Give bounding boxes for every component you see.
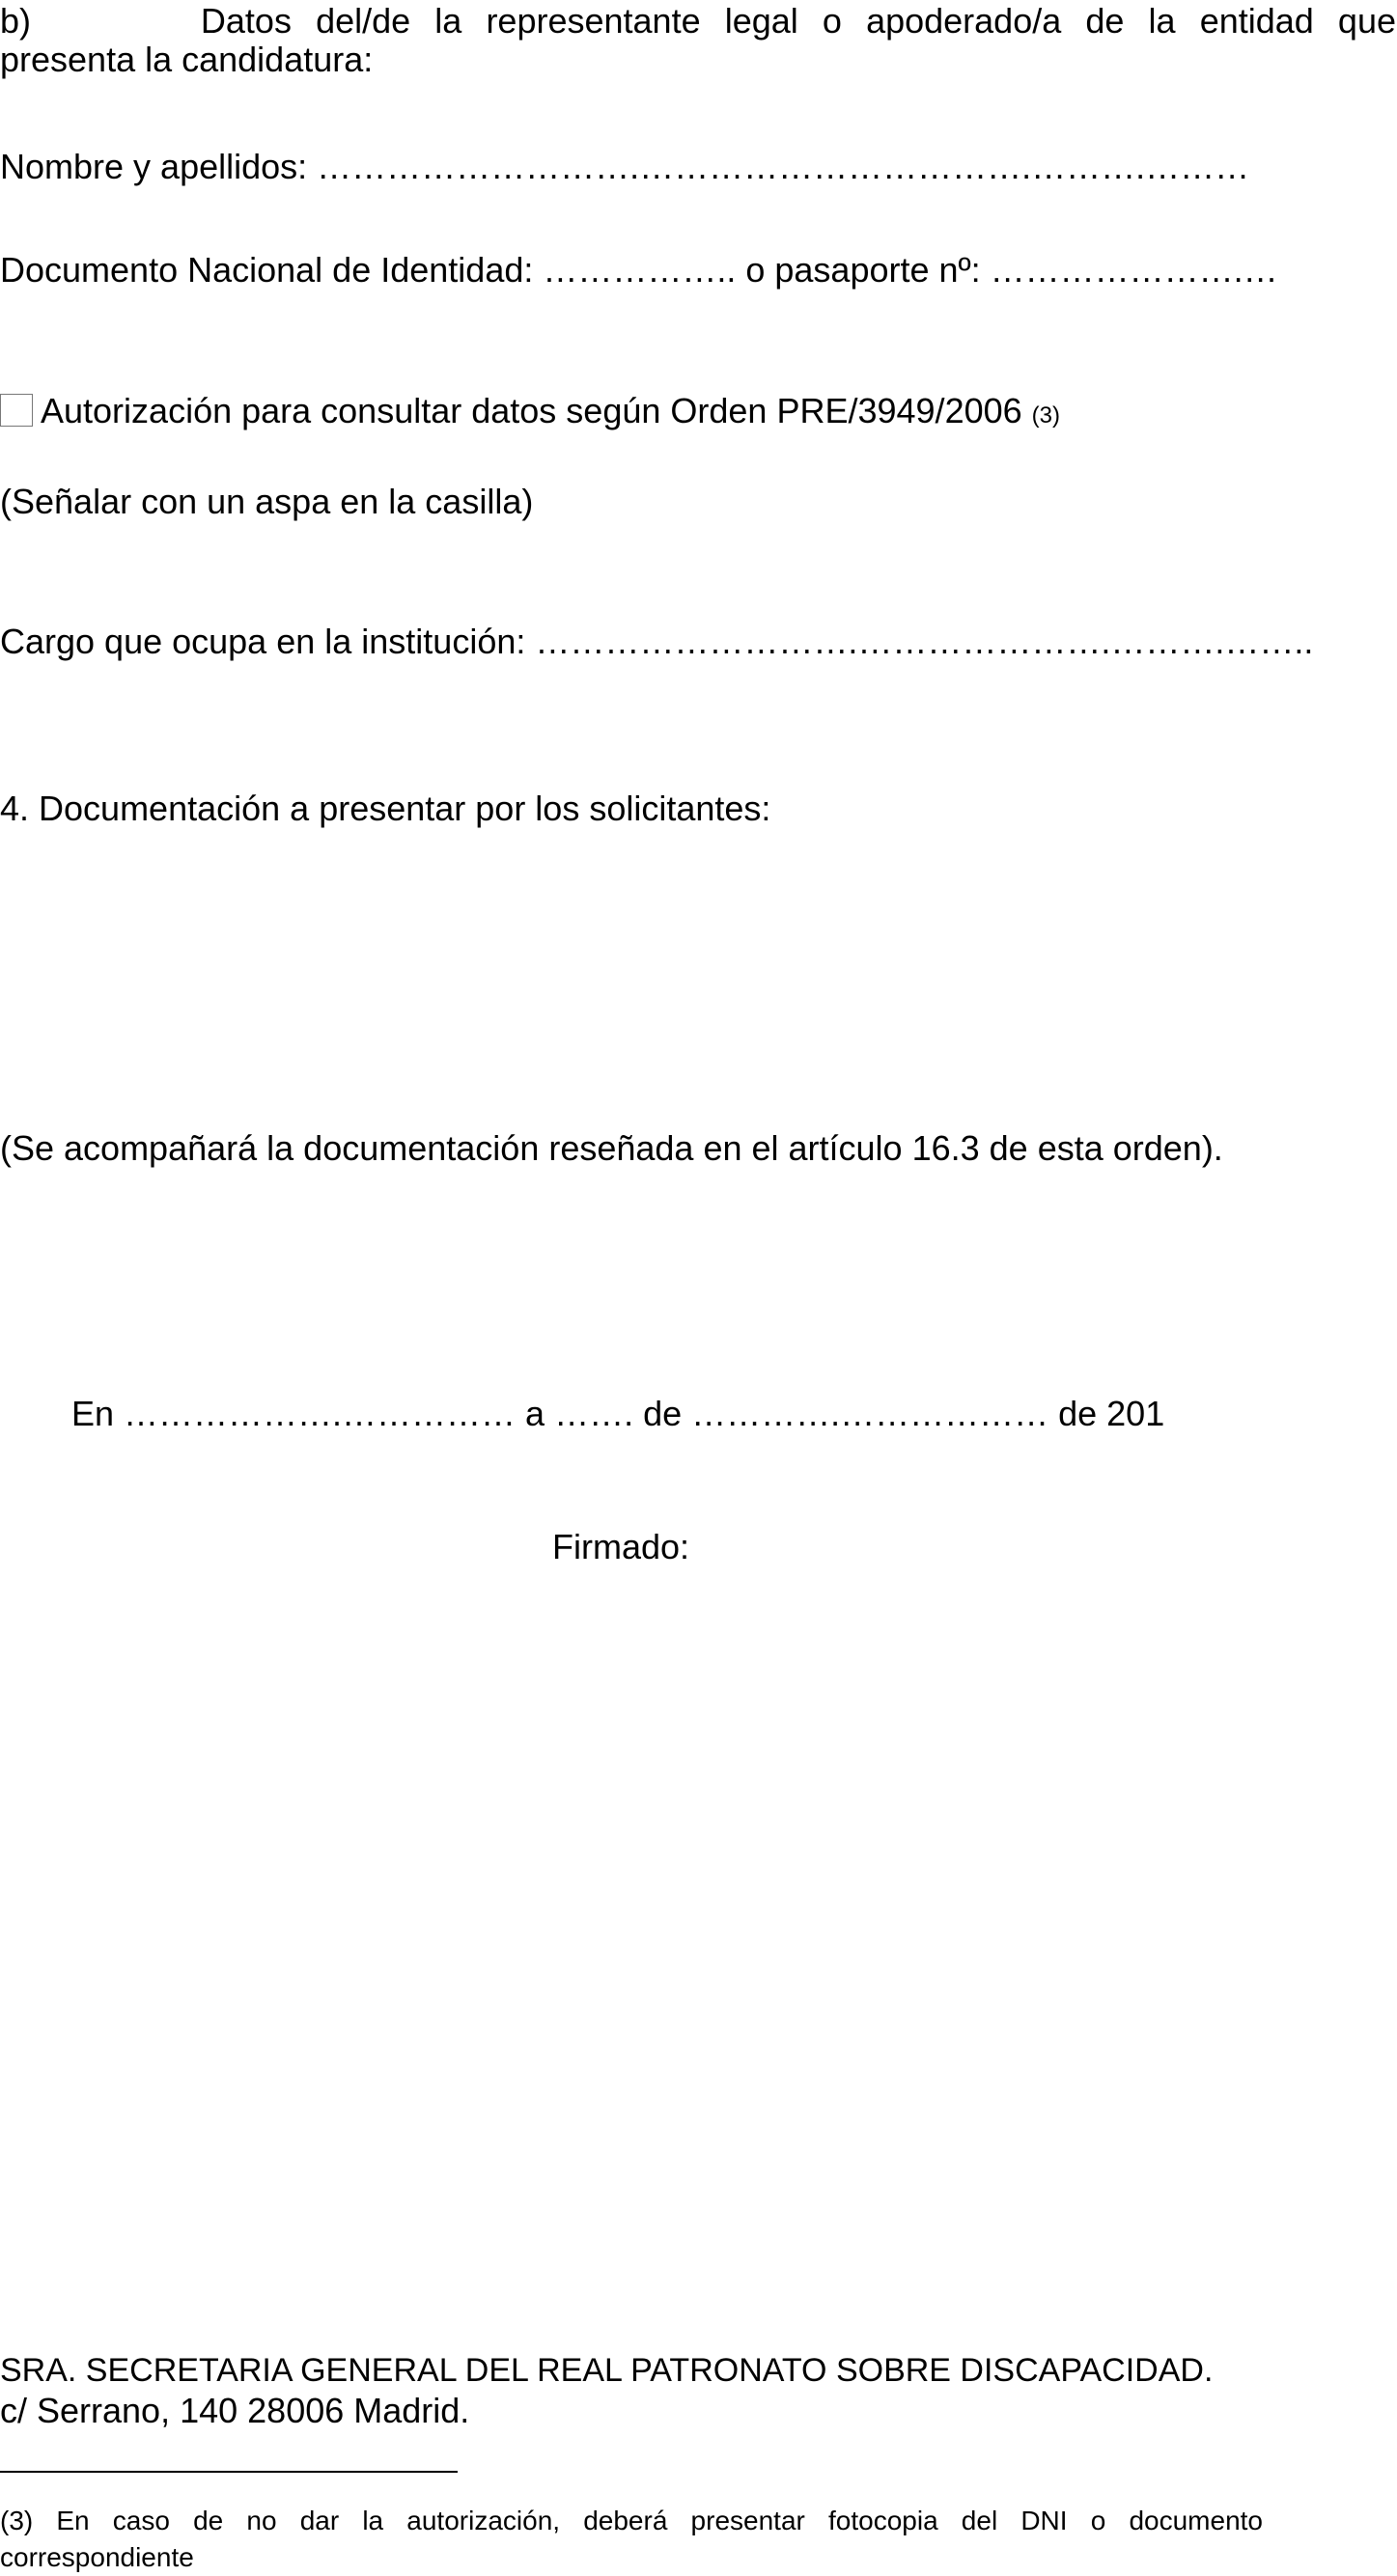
section-4-note: (Se acompañará la documentación reseñada en el artículo 16.3 de esta orden). (0, 1128, 1223, 1168)
autorizacion-row (0, 390, 1060, 437)
addressee-line1: SRA. SECRETARIA GENERAL DEL REAL PATRONATO SOBRE DISCAPACIDAD. (0, 2352, 1214, 2389)
autorizacion-checkbox[interactable] (0, 394, 33, 427)
autorizacion-label: Autorización para consultar datos según Orden PRE/3949/2006 (41, 391, 1022, 430)
section-b-heading-line1: b) Datos del/de la representante legal o apoderado/a de la entidad que (0, 1, 1396, 41)
footnote-separator (0, 2471, 458, 2473)
section-4-heading: 4. Documentación a presentar por los solicitantes: (0, 789, 771, 828)
cargo-field[interactable]: Cargo que ocupa en la institución: ……………………….………………….……….…….. (0, 622, 1314, 661)
footnote-ref-3: (3) (1031, 402, 1061, 429)
addressee-line2: c/ Serrano, 140 28006 Madrid. (0, 2391, 470, 2430)
footnote-line1: (3) En caso de no dar la autorización, deberá presentar fotocopia del DNI o documento (0, 2506, 1263, 2535)
footnote-line2: correspondiente (0, 2542, 194, 2572)
documento-identidad-field[interactable]: Documento Nacional de Identidad: …………….. o pasaporte nº: ………………….… (0, 250, 1278, 290)
section-b-heading-line2: presenta la candidatura: (0, 40, 374, 79)
nombre-apellidos-field[interactable]: Nombre y apellidos: ……………………….…………………………….……….……… (0, 147, 1250, 186)
firmado-label: Firmado: (552, 1527, 690, 1566)
senalar-instruction: (Señalar con un aspa en la casilla) (0, 482, 534, 521)
place-date-field[interactable]: En ……………….…………… a ……. de ………….……………… de 201 (71, 1394, 1165, 1433)
